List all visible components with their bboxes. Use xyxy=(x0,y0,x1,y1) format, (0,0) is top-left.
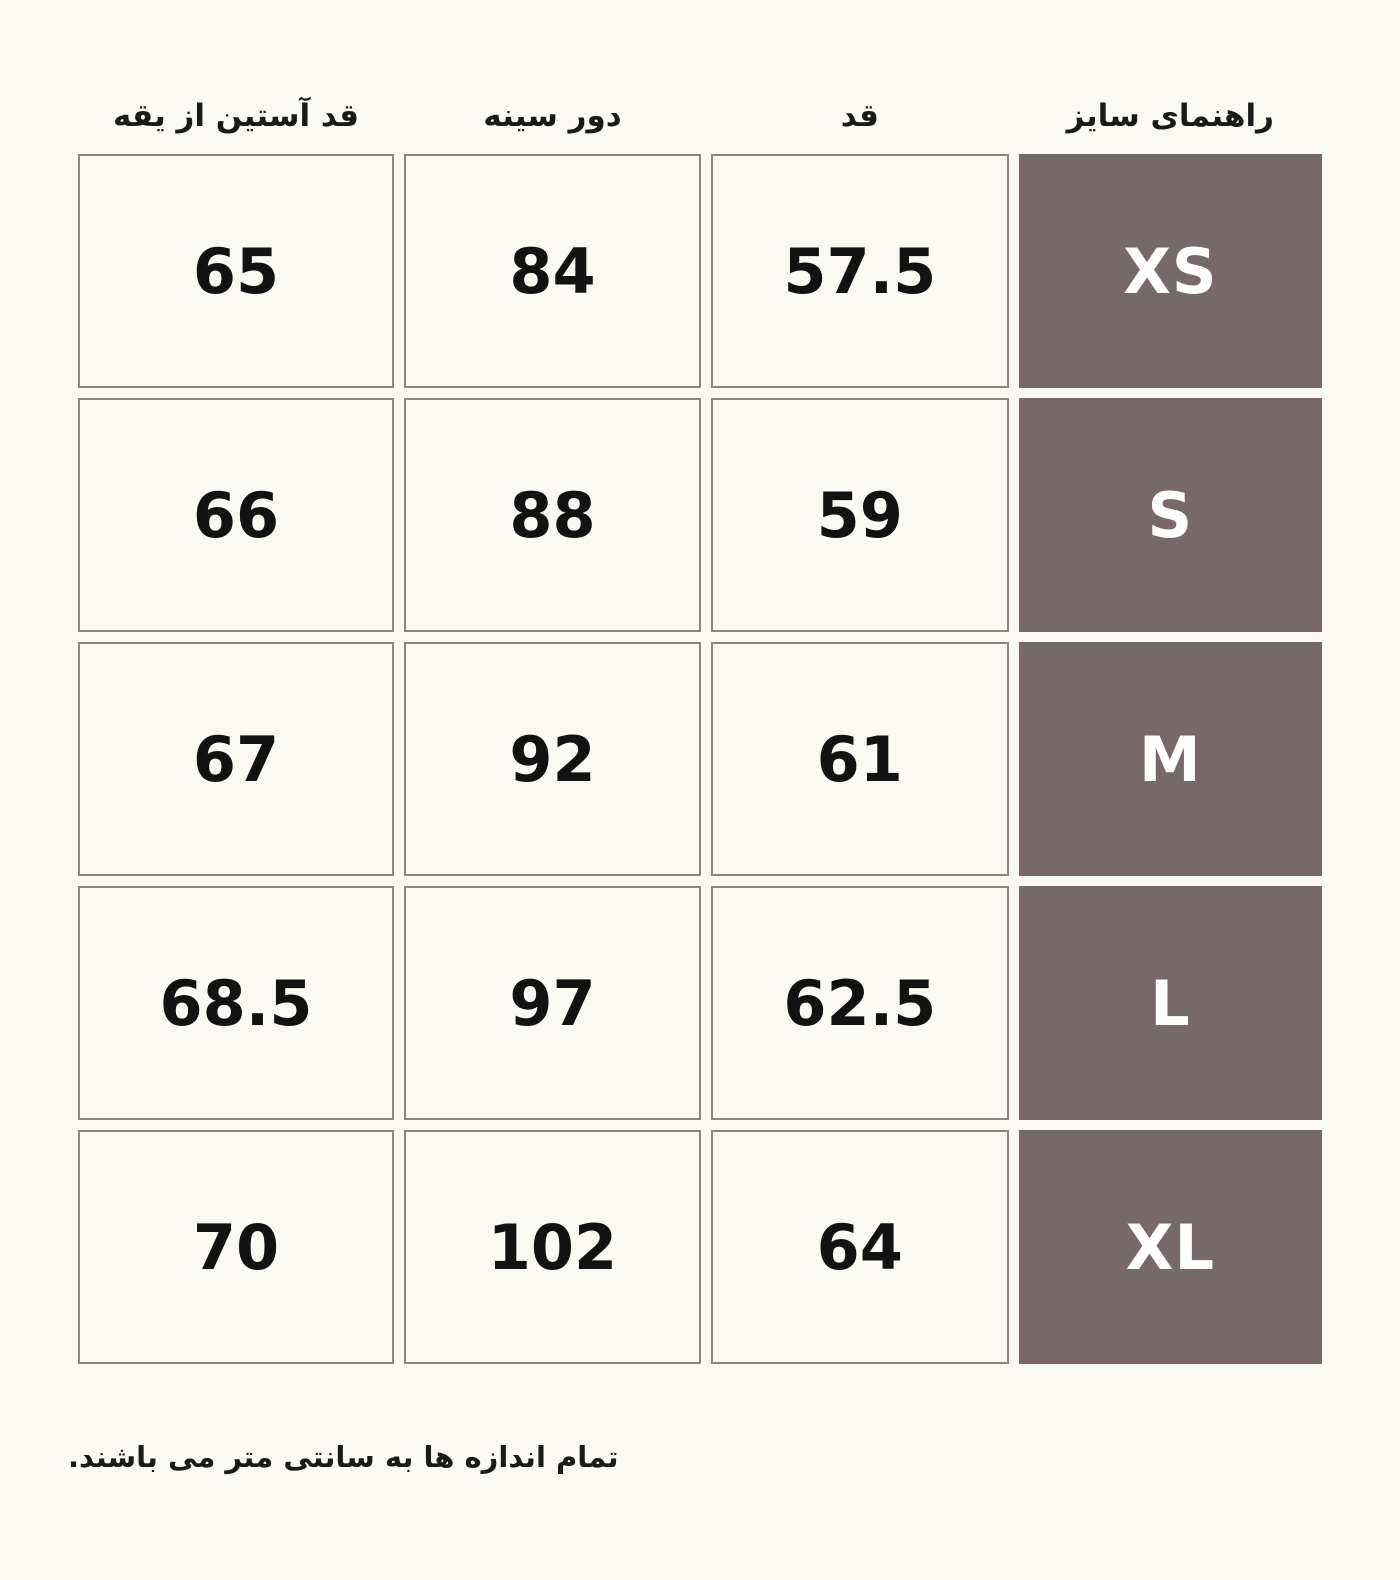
length-value-xl: 64 xyxy=(711,1130,1009,1364)
chest-value-s: 88 xyxy=(404,398,701,632)
sleeve-value-l: 68.5 xyxy=(78,886,394,1120)
column-header-size: راهنمای سایز xyxy=(1066,98,1274,134)
column-header-length: قد xyxy=(840,98,879,134)
table-header-row xyxy=(78,98,1322,144)
sleeve-value-xl: 70 xyxy=(78,1130,394,1364)
table-header xyxy=(78,98,1322,144)
table-row xyxy=(78,886,1322,1120)
sleeve-value-xs: 65 xyxy=(78,154,394,388)
sleeve-value-m: 67 xyxy=(78,642,394,876)
table-row xyxy=(78,398,1322,632)
table-row xyxy=(78,642,1322,876)
chest-value-m: 92 xyxy=(404,642,701,876)
size-label-s: S xyxy=(1019,398,1322,632)
table-row xyxy=(78,154,1322,388)
size-label-m: M xyxy=(1019,642,1322,876)
size-label-xs: XS xyxy=(1019,154,1322,388)
column-header-sleeve: قد آستین از یقه xyxy=(112,98,360,134)
unit-footnote: تمام اندازه ها به سانتی متر می باشند. xyxy=(68,1440,619,1474)
length-value-s: 59 xyxy=(711,398,1009,632)
column-header-chest: دور سینه xyxy=(483,98,622,134)
length-value-l: 62.5 xyxy=(711,886,1009,1120)
chest-value-xl: 102 xyxy=(404,1130,701,1364)
table-row xyxy=(78,1130,1322,1364)
size-label-l: L xyxy=(1019,886,1322,1120)
sleeve-value-s: 66 xyxy=(78,398,394,632)
chest-value-l: 97 xyxy=(404,886,701,1120)
length-value-xs: 57.5 xyxy=(711,154,1009,388)
size-guide-table xyxy=(68,88,1332,1374)
size-label-xl: XL xyxy=(1019,1130,1322,1364)
length-value-m: 61 xyxy=(711,642,1009,876)
table-body xyxy=(78,154,1322,1364)
chest-value-xs: 84 xyxy=(404,154,701,388)
